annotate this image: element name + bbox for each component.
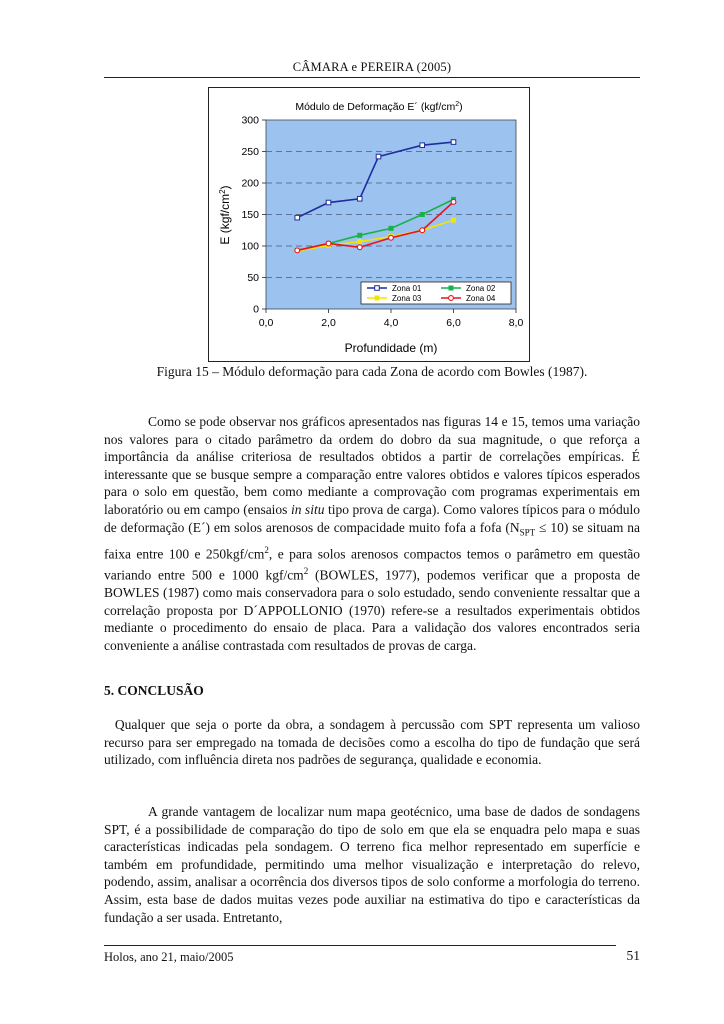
- y-tick-label: 50: [247, 272, 259, 284]
- y-tick-label: 100: [241, 240, 259, 253]
- data-point: [326, 200, 331, 205]
- figure-caption: Figura 15 – Módulo deformação para cada Zona de acordo com Bowles (1987).: [156, 364, 588, 379]
- chart-title-superscript: 2: [455, 101, 460, 108]
- legend-swatch-marker: [375, 286, 380, 291]
- italic-term: in situ: [290, 501, 325, 517]
- y-tick-labels: [241, 115, 266, 316]
- chart-title-text: ): [459, 101, 463, 113]
- legend-label: Zona 03: [392, 294, 422, 303]
- chart-legend: [361, 282, 511, 304]
- paragraph-conclusion-1: Qualquer que seja o porte da obra, a sondagem à percussão com SPT representa um valioso recurso para ser empregado na tomada de decisões como a escolha do tipo de fundação que será utilizado, com influência direta nos padrões de segurança, qualidade e economia.: [104, 717, 644, 768]
- data-point: [451, 200, 456, 205]
- subscript: SPT: [519, 527, 536, 538]
- data-point: [420, 143, 425, 148]
- superscript: 2: [303, 565, 309, 576]
- data-point: [376, 154, 381, 159]
- paragraph-text: (BOWLES, 1977), podemos verificar que a proposta de BOWLES (1987) como mais conservadora para o solo estudado, sendo conveniente ressaltar que a correlação proposta por D´APPOLLONIO (1970) refere-se a resultados experimentais obtidos mediante o procedimento do ensaio de placa. Para a validação dos valores encontrados seria conveniente a análise contrastada com resultados de provas de carga.: [104, 567, 640, 653]
- paragraph-text: tipo prova de carga). Como valores típicos para o módulo de deformação (E´) em solos arenosos de compacidade muito fofa a fofa (N: [104, 501, 640, 535]
- data-point: [358, 239, 362, 243]
- x-tick-label: 2,0: [321, 317, 336, 329]
- chart-title-text: Módulo de Deformação E´ (kgf/cm: [295, 101, 456, 113]
- x-axis-label: Profundidade (m): [344, 341, 438, 355]
- paragraph-conclusion-2: [104, 803, 640, 926]
- x-tick-label: 6,0: [446, 317, 461, 329]
- x-tick-label: 0,0: [258, 317, 274, 329]
- figure-15-chart: [208, 87, 530, 362]
- legend-swatch-marker: [449, 296, 454, 301]
- data-point: [420, 212, 424, 216]
- data-point: [358, 233, 362, 237]
- superscript: 2: [264, 544, 269, 555]
- legend-label: Zona 02: [466, 284, 496, 293]
- running-header: CÂMARA e PEREIRA (2005): [292, 60, 452, 74]
- x-tick-label: 4,0: [383, 317, 399, 329]
- y-tick-label: 150: [241, 209, 259, 221]
- y-axis-label-text: E (kgf/cm: [218, 193, 232, 245]
- paragraph-text: Como se pode observar nos gráficos apresentados nas figuras 14 e 15, temos uma variação nos valores para o citado parâmetro da ordem do dobro da sua magnitude, o que reforça a importância da análise criteriosa de resultados obtidos a partir de correlações empíricas. É interessante que se busque sempre a comparação entre valores obtidos e valores típicos esperados para o solo em questão, bem como mediante a comprovação com programas experimentais em laboratório ou em campo (ensaios: [104, 414, 640, 517]
- data-point: [357, 196, 362, 201]
- legend-label: Zona 01: [392, 284, 422, 293]
- legend-swatch-marker: [375, 296, 379, 300]
- legend-label: Zona 04: [466, 294, 496, 303]
- data-point: [389, 235, 394, 240]
- data-point: [295, 248, 300, 253]
- chart-svg: [209, 88, 529, 361]
- data-point: [420, 228, 425, 233]
- journal-footer: Holos, ano 21, maio/2005: [104, 950, 234, 964]
- paragraph-text: A grande vantagem de localizar num mapa geotécnico, uma base de dados de sondagens SPT, é a possibilidade de comparação do tipo de solo em que ela se enquadra pelo mapa e suas características indicadas pela sondagem. O terreno fica melhor representado em superfície e também em profundidade, permitindo uma melhor visualização e interpretação do relevo, podendo, assim, analisar a ocorrência dos diversos tipos de solo conforme a morfologia do terreno. Assim, esta base de dados muitas vezes pode auxiliar na estimativa do tipo e características da fundação a ser usada. Entretanto,: [104, 804, 640, 925]
- section-heading: 5. CONCLUSÃO: [104, 683, 204, 698]
- footer-rule: [104, 945, 616, 946]
- data-point: [389, 226, 393, 230]
- y-tick-label: 200: [241, 177, 259, 190]
- y-tick-label: 0: [253, 303, 259, 316]
- x-tick-label: 8,0: [508, 317, 524, 329]
- y-tick-label: 300: [241, 114, 259, 127]
- x-tick-labels: [259, 309, 524, 329]
- data-point: [451, 218, 455, 222]
- y-axis-label-superscript: 2: [218, 189, 227, 194]
- legend-swatch-marker: [449, 286, 453, 290]
- paragraph-analysis: [104, 413, 640, 654]
- data-point: [326, 241, 331, 246]
- y-tick-label: 250: [241, 146, 259, 158]
- data-point: [295, 215, 300, 220]
- paragraph-text: , e para solos arenosos compactos temos o parâmetro em questão variando entre 500 e 1000 kgf/cm: [104, 546, 640, 583]
- y-axis-label-text: ): [218, 185, 232, 190]
- paragraph-text: ≤ 10) se situam na faixa entre 100 e 250kgf/cm: [104, 519, 641, 562]
- chart-title: [295, 101, 462, 113]
- data-point: [451, 140, 456, 145]
- header-rule: [104, 77, 640, 78]
- page-number: 51: [626, 948, 640, 963]
- y-axis-label: [218, 185, 232, 244]
- data-point: [357, 245, 362, 250]
